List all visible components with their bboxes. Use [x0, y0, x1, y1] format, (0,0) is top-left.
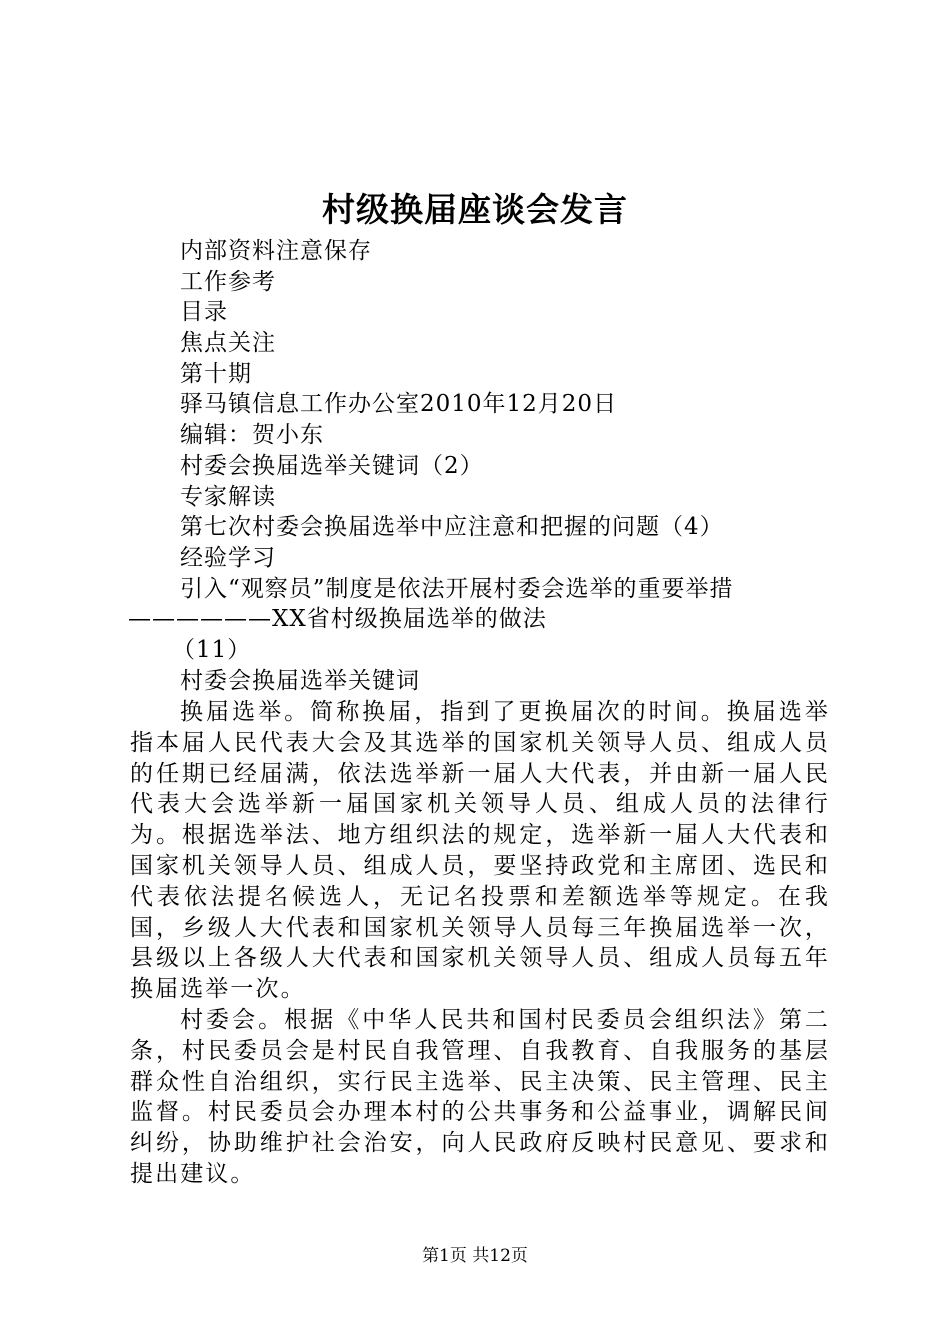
- toc-item-observer: 引入“观察员”制度是依法开展村委会选举的重要举措: [180, 575, 734, 602]
- document-title: 村级换届座谈会发言: [322, 190, 628, 229]
- line-contents: 目录: [180, 299, 228, 326]
- toc-item-province-practice: ——————XX省村级换届选举的做法: [128, 606, 547, 633]
- toc-section-expert: 专家解读: [180, 483, 276, 510]
- line-office-date: 驿马镇信息工作办公室2010年12月20日: [180, 391, 618, 418]
- toc-item-issues: 第七次村委会换届选举中应注意和把握的问题（4）: [180, 514, 724, 541]
- toc-item-keywords: 村委会换届选举关键词（2）: [180, 452, 484, 479]
- line-issue: 第十期: [180, 360, 252, 387]
- section-heading: 村委会换届选举关键词: [180, 667, 420, 694]
- toc-page-number: （11）: [172, 636, 252, 663]
- header-lines: [128, 236, 880, 696]
- toc-section-experience: 经验学习: [180, 544, 276, 571]
- line-internal-notice: 内部资料注意保存: [180, 238, 372, 264]
- line-work-reference: 工作参考: [180, 268, 276, 295]
- paragraph-election: 换届选举。简称换届，指到了更换届次的时间。换届选举指本届人民代表大会及其选举的国家机关领导人员、组成人员的任期已经届满，依法选举新一届人大代表，并由新一届人民代表大会选举新一届国家机关领导人员、组成人员的法律行为。根据选举法、地方组织法的规定，选举新一届人大代表和国家机关领导人员、组成人员，要坚持政党和主席团、选民和代表依法提名候选人，无记名投票和差额选举等规定。在我国，乡级人大代表和国家机关领导人员每三年换届选举一次，县级以上各级人大代表和国家机关领导人员、组成人员每五年换届选举一次。: [130, 699, 830, 1003]
- page-footer: 第1页 共12页: [422, 1246, 528, 1266]
- line-focus: 焦点关注: [180, 330, 276, 357]
- paragraph-village-committee: 村委会。根据《中华人民共和国村民委员会组织法》第二条，村民委员会是村民自我管理、自我教育、自我服务的基层群众性自治组织，实行民主选举、民主决策、民主管理、民主监督。村民委员会办理本村的公共事务和公益事业，调解民间纠纷，协助维护社会治安，向人民政府反映村民意见、要求和提出建议。: [130, 1007, 830, 1187]
- line-editor: 编辑：贺小东: [180, 422, 324, 449]
